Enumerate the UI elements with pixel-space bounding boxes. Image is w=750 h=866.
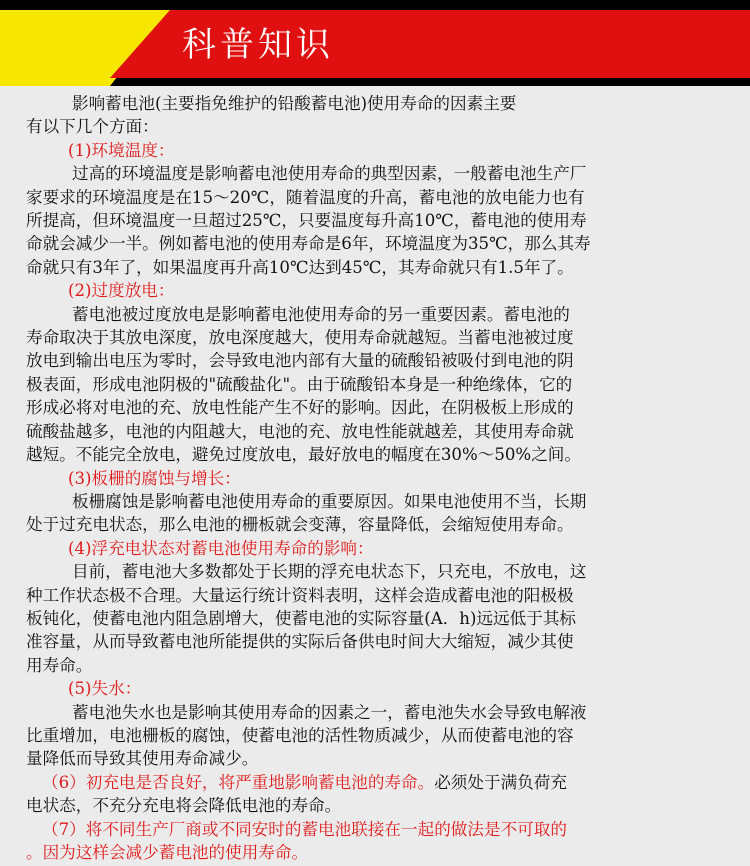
page-title: 科普知识 — [182, 25, 334, 65]
section-line: 种工作状态极不合理。大量运行统计资料表明，这样会造成蓄电池的阳极极 — [26, 585, 574, 605]
article-body — [26, 92, 726, 864]
section-line: 寿命取决于其放电深度，放电深度越大，使用寿命就越短。当蓄电池被过度 — [26, 328, 574, 348]
section-line: 极表面，形成电池阴极的"硫酸盐化"。由于硫酸铅本身是一种绝缘体，它的 — [26, 374, 573, 394]
intro-line-2: 有以下几个方面： — [26, 117, 159, 137]
section-title-grid-corrosion: (3)板栅的腐蚀与增长： — [68, 468, 241, 488]
section-title-over-discharge: (2)过度放电： — [68, 281, 175, 301]
point-7-line-2: 。因为这样会减少蓄电池的使用寿命。 — [26, 843, 309, 862]
section-line: 比重增加，电池栅板的腐蚀，使蓄电池的活性物质减少，从而使蓄电池的容 — [26, 725, 574, 745]
intro-line-1: 影响蓄电池(主要指免维护的铅酸蓄电池)使用寿命的因素主要 — [72, 94, 517, 113]
section-line: 板栅腐蚀是影响蓄电池使用寿命的重要原因。如果电池使用不当，长期 — [72, 491, 587, 511]
section-line: 越短。不能完全放电，避免过度放电，最好放电的幅度在30%～50%之间。 — [26, 445, 581, 465]
section-line: 命就只有3年了，如果温度再升高10℃达到45℃，其寿命就只有1.5年了。 — [26, 257, 574, 277]
section-line: 处于过充电状态，那么电池的栅板就会变薄，容量降低，会缩短使用寿命。 — [26, 515, 574, 535]
point-6-line-2: 电状态，不充分充电将会降低电池的寿命。 — [26, 796, 342, 816]
section-title-float-charge: (4)浮充电状态对蓄电池使用寿命的影响： — [68, 538, 374, 558]
section-line: 蓄电池被过度放电是影响蓄电池使用寿命的另一重要因素。蓄电池的 — [72, 304, 570, 324]
point-6-black-text: 必须处于满负荷充 — [434, 772, 567, 792]
section-line: 蓄电池失水也是影响其使用寿命的因素之一，蓄电池失水会导致电解液 — [72, 702, 587, 722]
section-line: 形成必将对电池的充、放电性能产生不好的影响。因此，在阴极板上形成的 — [26, 398, 574, 418]
section-line: 过高的环境温度是影响蓄电池使用寿命的典型因素，一般蓄电池生产厂 — [72, 164, 587, 184]
point-6-line-1 — [26, 771, 726, 794]
section-line: 放电到输出电压为零时，会导致电池内部有大量的硫酸铅被吸付到电池的阴 — [26, 351, 574, 371]
section-title-water-loss: (5)失水： — [68, 679, 142, 699]
point-6-red-text: （6）初充电是否良好，将严重地影响蓄电池的寿命。 — [42, 772, 435, 792]
section-line: 家要求的环境温度是在15～20℃，随着温度的升高，蓄电池的放电能力也有 — [26, 187, 585, 207]
section-line: 量降低而导致其使用寿命减少。 — [26, 749, 259, 769]
section-line: 命就会减少一半。例如蓄电池的使用寿命是6年，环境温度为35℃，那么其寿 — [26, 234, 591, 254]
section-line: 板钝化，使蓄电池内阻急剧增大，使蓄电池的实际容量(A．h)远远低于其标 — [26, 608, 577, 628]
section-line: 用寿命。 — [26, 655, 93, 675]
point-7-line-1: （7）将不同生产厂商或不同安时的蓄电池联接在一起的做法是不可取的 — [42, 819, 567, 839]
section-title-temperature: (1)环境温度： — [68, 140, 175, 160]
section-line: 硫酸盐越多，电池的内阻越大，电池的充、放电性能就越差，其使用寿命就 — [26, 421, 574, 441]
section-line: 目前，蓄电池大多数都处于长期的浮充电状态下，只充电，不放电，这 — [72, 562, 587, 582]
section-line: 所提高，但环境温度一旦超过25℃，只要温度每升高10℃，蓄电池的使用寿 — [26, 211, 587, 231]
section-line: 准容量，从而导致蓄电池所能提供的实际后备供电时间大大缩短，减少其使 — [26, 632, 574, 652]
